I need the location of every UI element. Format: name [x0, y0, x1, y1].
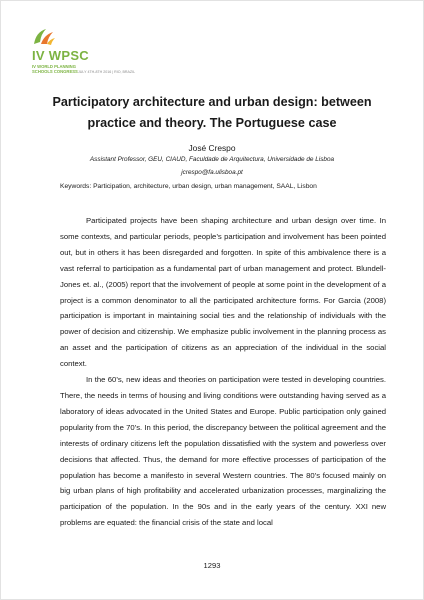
paper-title	[40, 92, 384, 134]
logo-subtitle	[32, 64, 78, 74]
page-number: 1293	[203, 561, 221, 570]
author-email: jcrespo@fa.ulisboa.pt	[181, 169, 243, 176]
paper-title-line-1: Participatory architecture and urban design: between	[52, 95, 372, 109]
author-affiliation: Assistant Professor, GEU, CIAUD, Faculdade de Arquitectura, Universidade de Lisboa	[89, 156, 335, 163]
conference-logo	[32, 26, 152, 78]
body-paragraph-1: Participated projects have been shaping architecture and urban design over time. In some contexts, and particular periods, people’s participation and involvement has been pointed out, but in others it has been disregarded and forgotten. In spite of this ambivalence there is a vast referral to participation as a fundamental part of urban management and protect. Blundell-Jones et. al., (2005) report that the involvement of people at some point in the development of a project is a common denominator to all the participated architecture forms. For Garcia (2008) participation is important in maintaining social ties and the relationship of individuals with the power of decision and citizenship. We emphasize public involvement in the planning process as an asset and the participation of citizens as an appreciation of the individual in the social context.	[60, 216, 386, 369]
body-text	[60, 213, 386, 531]
keywords: Keywords: Participation, architecture, urban design, urban management, SAAL, Lisbon	[60, 183, 317, 190]
logo-swirl-icon	[32, 26, 56, 48]
logo-subtitle-line-2: SCHOOLS CONGRESS	[32, 69, 78, 74]
logo-title: IV WPSC	[32, 48, 89, 63]
logo-date: JULY 4TH-8TH 2016 | RIO, BRAZIL	[78, 70, 136, 74]
logo-subtitle-line-1: IV WORLD PLANNING	[32, 64, 76, 69]
paper-title-line-2: practice and theory. The Portuguese case	[87, 116, 337, 130]
author-name: José Crespo	[188, 143, 236, 153]
body-paragraph-2: In the 60’s, new ideas and theories on participation were tested in developing countries. There, the needs in terms of housing and living conditions were outstanding having served as a laboratory of ideas advocated in the United States and Europe. Public participation only gained popularity from the 70’s. In this period, the discrepancy between the political agreement and the interests of ordinary citizens left the population dissatisfied with the system and powerless over decisions that affected. Thus, the demand for more effective processes of participation of the population has become a manifesto in several Western countries. The 80’s focused mainly on big urban plans of high profitability and accelerated urbanization processes, marginalizing the participation of the population. In the 90s and in the early years of the century. XXI new problems are equated: the financial crisis of the state and local	[60, 375, 386, 528]
